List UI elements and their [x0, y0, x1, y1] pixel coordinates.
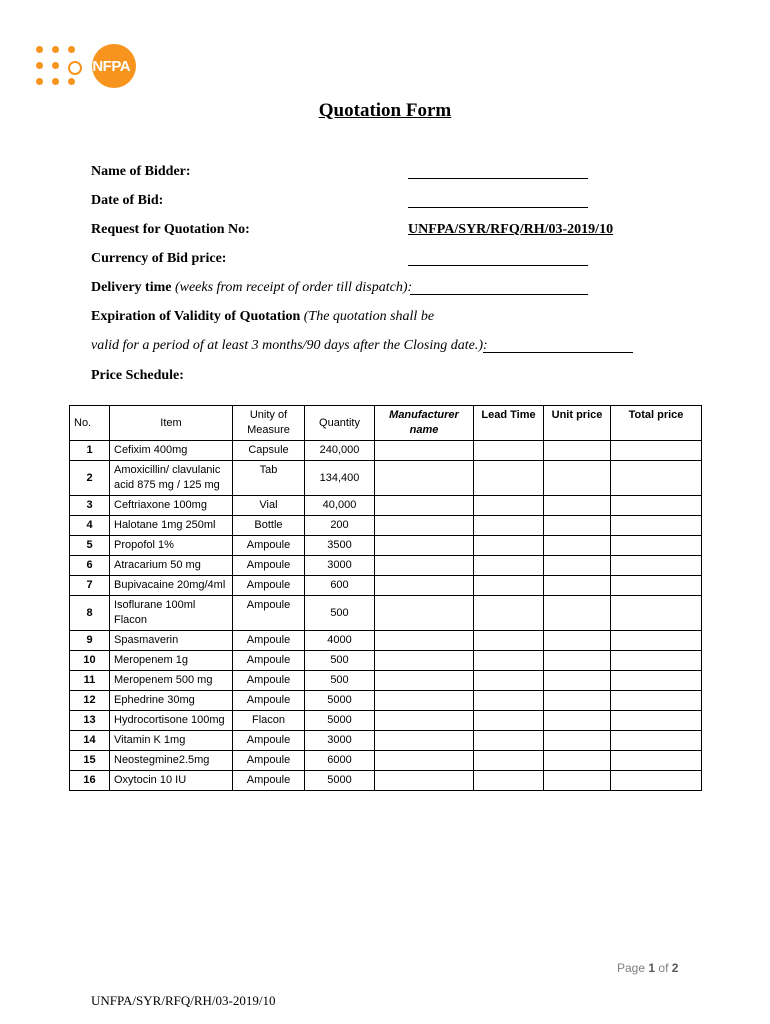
bidder-blank[interactable] — [408, 178, 588, 179]
row-unit: Ampoule — [233, 671, 305, 691]
row-total-price[interactable] — [611, 771, 702, 791]
row-quantity: 134,400 — [305, 461, 375, 496]
row-total-price[interactable] — [611, 516, 702, 536]
header-manufacturer-line2: name — [409, 424, 439, 436]
row-unit-price[interactable] — [544, 516, 611, 536]
header-quantity: Quantity — [305, 406, 375, 441]
row-unit-price[interactable] — [544, 711, 611, 731]
logo-text: UNFPA — [82, 58, 131, 75]
page-title: Quotation Form — [318, 100, 452, 121]
row-manufacturer[interactable] — [375, 536, 474, 556]
row-unit-price[interactable] — [544, 691, 611, 711]
row-no: 11 — [70, 671, 110, 691]
table-row — [70, 711, 702, 731]
row-lead-time[interactable] — [474, 596, 544, 631]
table-header-row — [70, 406, 702, 441]
row-no: 10 — [70, 651, 110, 671]
row-unit: Ampoule — [233, 596, 305, 631]
row-lead-time[interactable] — [474, 441, 544, 461]
row-quantity: 5000 — [305, 711, 375, 731]
delivery-note: (weeks from receipt of order till dispatch): — [174, 280, 413, 295]
row-no: 16 — [70, 771, 110, 791]
page-of: of — [658, 961, 669, 975]
row-unit-price[interactable] — [544, 576, 611, 596]
row-no: 3 — [70, 496, 110, 516]
row-total-price[interactable] — [611, 711, 702, 731]
row-quantity: 40,000 — [305, 496, 375, 516]
price-table — [69, 405, 702, 791]
row-total-price[interactable] — [611, 671, 702, 691]
table-row — [70, 461, 702, 496]
table-row — [70, 751, 702, 771]
row-manufacturer[interactable] — [375, 556, 474, 576]
row-unit: Flacon — [233, 711, 305, 731]
row-no: 1 — [70, 441, 110, 461]
row-item: Neostegmine2.5mg — [110, 751, 233, 771]
row-no: 9 — [70, 631, 110, 651]
row-item: Atracarium 50 mg — [110, 556, 233, 576]
row-quantity: 3000 — [305, 731, 375, 751]
row-unit-price[interactable] — [544, 441, 611, 461]
row-manufacturer[interactable] — [375, 711, 474, 731]
table-row — [70, 651, 702, 671]
row-item: Bupivacaine 20mg/4ml — [110, 576, 233, 596]
row-lead-time[interactable] — [474, 771, 544, 791]
row-quantity: 5000 — [305, 771, 375, 791]
header-no: No. — [70, 406, 110, 441]
expiration-field-2 — [91, 338, 488, 354]
price-schedule-label: Price Schedule: — [91, 368, 184, 383]
row-total-price[interactable] — [611, 596, 702, 631]
header-unit — [233, 406, 305, 441]
page-total: 2 — [671, 961, 679, 975]
expiration-field — [91, 309, 434, 325]
row-unit: Ampoule — [233, 731, 305, 751]
row-manufacturer[interactable] — [375, 751, 474, 771]
row-lead-time[interactable] — [474, 536, 544, 556]
table-row — [70, 671, 702, 691]
row-unit: Ampoule — [233, 556, 305, 576]
table-row — [70, 731, 702, 751]
row-quantity: 600 — [305, 576, 375, 596]
expiration-note: (The quotation shall be — [303, 309, 435, 324]
currency-blank[interactable] — [408, 265, 588, 266]
footer-reference: UNFPA/SYR/RFQ/RH/03-2019/10 — [91, 993, 276, 1008]
row-total-price[interactable] — [611, 631, 702, 651]
table-row — [70, 536, 702, 556]
row-quantity: 3500 — [305, 536, 375, 556]
row-quantity: 500 — [305, 596, 375, 631]
row-manufacturer[interactable] — [375, 461, 474, 496]
row-lead-time[interactable] — [474, 751, 544, 771]
date-blank[interactable] — [408, 207, 588, 208]
row-unit-price[interactable] — [544, 651, 611, 671]
globe-icon — [68, 61, 82, 75]
header-manufacturer — [375, 406, 474, 441]
row-lead-time[interactable] — [474, 631, 544, 651]
row-lead-time[interactable] — [474, 671, 544, 691]
row-total-price[interactable] — [611, 576, 702, 596]
row-unit-price[interactable] — [544, 671, 611, 691]
row-lead-time[interactable] — [474, 711, 544, 731]
table-row — [70, 576, 702, 596]
row-item: Amoxicillin/ clavulanic acid 875 mg / 125 mg — [110, 461, 233, 496]
header-unit-line2: Measure — [247, 424, 290, 436]
row-item: Halotane 1mg 250ml — [110, 516, 233, 536]
row-item: Spasmaverin — [110, 631, 233, 651]
row-total-price[interactable] — [611, 691, 702, 711]
row-manufacturer[interactable] — [375, 771, 474, 791]
row-manufacturer[interactable] — [375, 596, 474, 631]
row-manufacturer[interactable] — [375, 631, 474, 651]
row-unit-price[interactable] — [544, 536, 611, 556]
row-unit: Ampoule — [233, 536, 305, 556]
row-manufacturer[interactable] — [375, 516, 474, 536]
row-unit-price[interactable] — [544, 631, 611, 651]
row-unit: Ampoule — [233, 576, 305, 596]
row-lead-time[interactable] — [474, 556, 544, 576]
row-no: 6 — [70, 556, 110, 576]
row-quantity: 500 — [305, 671, 375, 691]
row-unit: Vial — [233, 496, 305, 516]
row-manufacturer[interactable] — [375, 651, 474, 671]
rfq-value: UNFPA/SYR/RFQ/RH/03-2019/10 — [408, 222, 614, 237]
header-manufacturer-line1: Manufacturer — [389, 409, 459, 421]
table-row — [70, 771, 702, 791]
row-item: Hydrocortisone 100mg — [110, 711, 233, 731]
row-unit: Capsule — [233, 441, 305, 461]
row-quantity: 3000 — [305, 556, 375, 576]
table-row — [70, 691, 702, 711]
row-unit: Ampoule — [233, 691, 305, 711]
row-unit-price[interactable] — [544, 751, 611, 771]
bidder-label: Name of Bidder: — [91, 164, 191, 179]
header-unit-price: Unit price — [544, 406, 611, 441]
row-lead-time[interactable] — [474, 651, 544, 671]
row-quantity: 200 — [305, 516, 375, 536]
row-lead-time[interactable] — [474, 691, 544, 711]
row-no: 8 — [70, 596, 110, 631]
row-unit: Ampoule — [233, 631, 305, 651]
row-unit: Tab — [233, 461, 305, 496]
table-row — [70, 556, 702, 576]
expiration-note-2: valid for a period of at least 3 months/90 days after the Closing date.): — [91, 338, 488, 353]
row-quantity: 500 — [305, 651, 375, 671]
row-unit-price[interactable] — [544, 461, 611, 496]
row-unit: Bottle — [233, 516, 305, 536]
table-row — [70, 441, 702, 461]
row-unit-price[interactable] — [544, 731, 611, 751]
row-unit-price[interactable] — [544, 496, 611, 516]
row-lead-time[interactable] — [474, 461, 544, 496]
row-manufacturer[interactable] — [375, 671, 474, 691]
row-no: 7 — [70, 576, 110, 596]
row-total-price[interactable] — [611, 441, 702, 461]
row-no: 12 — [70, 691, 110, 711]
unfpa-logo — [34, 44, 134, 90]
row-lead-time[interactable] — [474, 576, 544, 596]
row-quantity: 240,000 — [305, 441, 375, 461]
table-row — [70, 631, 702, 651]
row-lead-time[interactable] — [474, 496, 544, 516]
row-item: Meropenem 1g — [110, 651, 233, 671]
row-item: Meropenem 500 mg — [110, 671, 233, 691]
row-total-price[interactable] — [611, 496, 702, 516]
row-no: 4 — [70, 516, 110, 536]
row-no: 2 — [70, 461, 110, 496]
rfq-label: Request for Quotation No: — [91, 222, 250, 237]
row-quantity: 4000 — [305, 631, 375, 651]
delivery-field — [91, 280, 412, 296]
row-quantity: 6000 — [305, 751, 375, 771]
row-unit-price[interactable] — [544, 771, 611, 791]
row-total-price[interactable] — [611, 751, 702, 771]
delivery-blank[interactable] — [410, 294, 588, 295]
table-row — [70, 496, 702, 516]
expiration-blank[interactable] — [483, 352, 633, 353]
table-row — [70, 516, 702, 536]
currency-label: Currency of Bid price: — [91, 251, 227, 266]
row-total-price[interactable] — [611, 536, 702, 556]
row-unit: Ampoule — [233, 651, 305, 671]
header-item: Item — [110, 406, 233, 441]
row-total-price[interactable] — [611, 556, 702, 576]
row-no: 14 — [70, 731, 110, 751]
row-no: 5 — [70, 536, 110, 556]
row-item: Cefixim 400mg — [110, 441, 233, 461]
row-manufacturer[interactable] — [375, 441, 474, 461]
row-manufacturer[interactable] — [375, 496, 474, 516]
delivery-label: Delivery time — [91, 280, 172, 295]
row-unit: Ampoule — [233, 771, 305, 791]
row-item: Vitamin K 1mg — [110, 731, 233, 751]
row-total-price[interactable] — [611, 461, 702, 496]
row-item: Propofol 1% — [110, 536, 233, 556]
row-item: Ceftriaxone 100mg — [110, 496, 233, 516]
row-manufacturer[interactable] — [375, 576, 474, 596]
header-total-price: Total price — [611, 406, 702, 441]
header-lead-time: Lead Time — [474, 406, 544, 441]
row-unit-price[interactable] — [544, 556, 611, 576]
row-item: Oxytocin 10 IU — [110, 771, 233, 791]
table-row — [70, 596, 702, 631]
row-item: Ephedrine 30mg — [110, 691, 233, 711]
row-total-price[interactable] — [611, 731, 702, 751]
row-unit: Ampoule — [233, 751, 305, 771]
page-number — [617, 961, 678, 975]
row-lead-time[interactable] — [474, 516, 544, 536]
page-current: 1 — [648, 961, 656, 975]
row-unit-price[interactable] — [544, 596, 611, 631]
row-no: 13 — [70, 711, 110, 731]
row-lead-time[interactable] — [474, 731, 544, 751]
header-unit-line1: Unity of — [249, 409, 288, 421]
date-label: Date of Bid: — [91, 193, 164, 208]
row-total-price[interactable] — [611, 651, 702, 671]
row-quantity: 5000 — [305, 691, 375, 711]
row-manufacturer[interactable] — [375, 731, 474, 751]
row-no: 15 — [70, 751, 110, 771]
expiration-label: Expiration of Validity of Quotation — [91, 309, 301, 324]
page-prefix: Page — [617, 961, 646, 975]
row-item: Isoflurane 100ml Flacon — [110, 596, 233, 631]
row-manufacturer[interactable] — [375, 691, 474, 711]
